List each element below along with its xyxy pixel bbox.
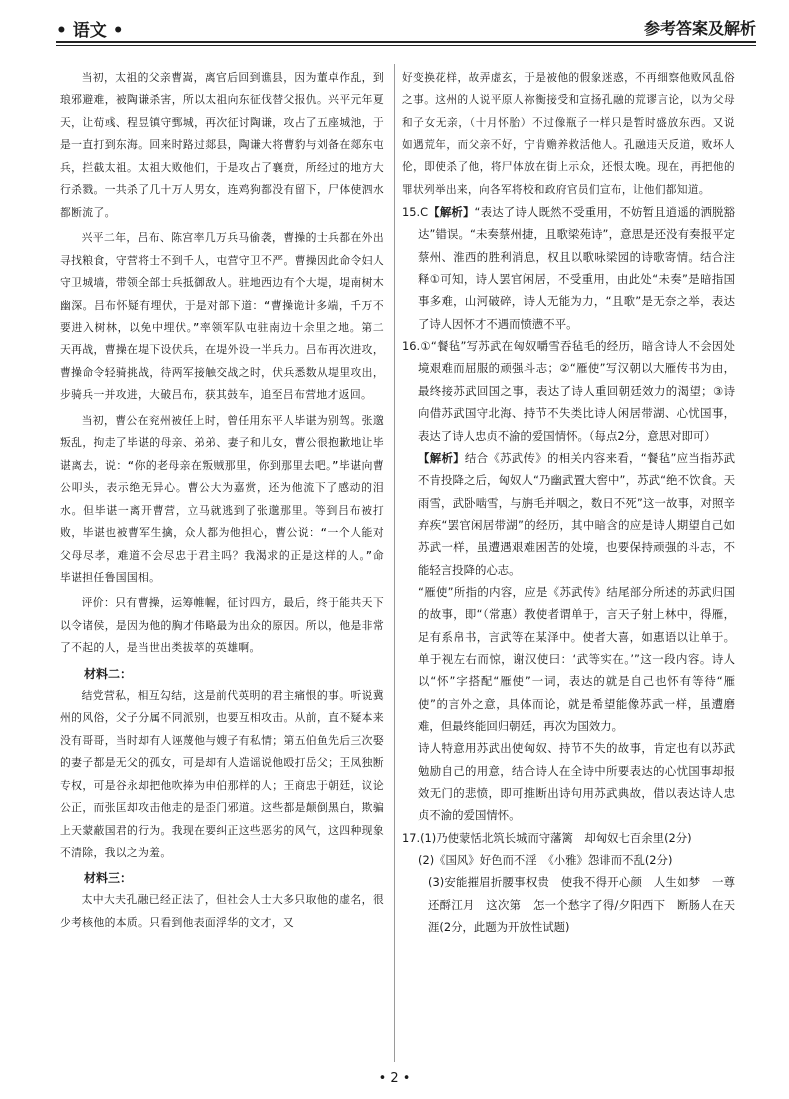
translation-continuation: 好变换花样，故弄虚玄，于是被他的假象迷惑，不再细察他败风乱俗之事。这州的人说平原人祢衡接受和宣扬孔融的荒谬言论，以为父母和子女无亲，（十月怀胎）不过像瓶子一样只是暂时盛放东西。又说如遇荒年，而父亲不好，宁肯赡养救活他人。孔融违天反道，败坏人伦，即使杀了他，将尸体放在街上示众，还恨太晚。现在，再把他的罪状列举出来，向各军将校和政府官员们宣布，让他们都知道。: [402, 72, 735, 196]
answer-17-part-1: 17.(1)乃使蒙恬北筑长城而守藩篱 却匈奴七百余里(2分): [402, 830, 692, 845]
material-heading: 材料三：: [84, 871, 133, 886]
material-heading: 材料二：: [84, 666, 133, 681]
translation-paragraph: 太中大夫孔融已经正法了，但社会人士大多只取他的虚名，很少考核他的本质。只看到他表面浮华的文才，又: [60, 893, 384, 929]
answer-15: [402, 201, 735, 335]
analysis-text: 结合《苏武传》的相关内容来看，“餐毡”应当指苏武不肯投降之后，匈奴人“乃幽武置大窖中”，苏武“绝不饮食。天雨雪，武卧啮雪，与旃毛并咽之，数日不死”这一故事，对照辛弃疾“罢官闲居带湖”的经历，其中暗含的应是诗人期望自己如苏武一样，虽遭遇艰难困苦的处境，也要保持顽强的斗志，不能轻言投降的心志。: [418, 450, 735, 577]
right-column: [402, 67, 735, 938]
answer-15-body: “表达了诗人既然不受重用，不妨暂且逍遥的洒脱豁达”错误。“未奏蔡州捷，且歌梁苑诗”，意思是还没有奏报平定蔡州、淮西的胜利消息，权且以歌咏梁园的诗歌寄情。结合注释①可知，诗人罢官闲居，不受重用，由此处“未奏”是暗指国事多难，山河破碎，诗人无能为力，“且歌”是无奈之举，表达了诗人因怀才不遇而愤懑不平。: [418, 205, 735, 331]
analysis-paragraph: 诗人特意用苏武出使匈奴、持节不失的故事，肯定也有以苏武勉励自己的用意，结合诗人在全诗中所要表达的心忧国事却报效无门的悲愤，即可推断出诗句用苏武典故，借以表达诗人忠贞不渝的爱国情怀。: [418, 741, 735, 823]
left-column: [60, 67, 384, 937]
header-rule-thick: [56, 41, 756, 43]
translation-paragraph: 结党营私，相互勾结，这是前代英明的君主痛恨的事。听说冀州的风俗，父子分属不同派别，也要互相攻击。从前，直不疑本来没有哥哥，当时却有人诬蔑他与嫂子有私情；第五伯鱼先后三次娶的妻子都是无父的孤女，可是却有人造谣说他殴打岳父；王凤独断专权，可是谷永却把他吹捧为申伯那样的人；王商忠于朝廷，议论公正，而张匡却攻击他走的是歪门邪道。这些都是颠倒黑白，欺骗上天蒙蔽国君的行为。我现在要纠正这些恶劣的风气，这四种现象不清除，我以之为羞。: [60, 688, 384, 859]
answer-16-body: ①“餐毡”写苏武在匈奴嚼雪吞毡毛的经历，暗含诗人不会因处境艰难而屈服的顽强斗志；②“雁使”写汉朝以大雁传书为由，最终接苏武回国之事，表达了诗人重回朝廷效力的渴望；③诗向借苏武国守北海、持节不失类比诗人闲居带湖、心忧国事，表达了诗人忠贞不渝的爱国情怀。（每点2分，意思对即可）: [418, 339, 735, 443]
answer-17-part-3: (3)安能摧眉折腰事权贵 使我不得开心颜 人生如梦 一尊还酹江月 这次第 怎一个愁字了得/夕阳西下 断肠人在天涯(2分，此题为开放性试题): [428, 875, 735, 935]
page-header: [56, 14, 756, 44]
translation-paragraph: 当初，太祖的父亲曹嵩，离官后回到谯县，因为董卓作乱，到琅邪避难，被陶谦杀害，所以太祖向东征伐替父报仇。兴平元年夏天，让荀彧、程昱镇守鄄城，再次征讨陶谦，攻占了五座城池，于是一直打到东海。回来时路过郯县，陶谦大将曹豹与刘备在郯东屯兵，拦截太祖。太祖大败他们，于是攻占了襄贲，所经过的地方大行杀戮。一共杀了几十万人男女，连鸡狗都没有留下，尸体使泗水都断流了。: [60, 71, 384, 219]
analysis-tag: 【解析】: [418, 450, 465, 465]
translation-paragraph: 兴平二年，吕布、陈宫率几万兵马偷袭，曹操的士兵都在外出寻找粮食，守营将士不到千人，屯营守卫不严。曹操因此命令妇人守卫城墙，带领全部士兵抵御敌人。驻地西边有个大堤，堤南树木幽深。吕布怀疑有埋伏，于是对部下道：“曹操诡计多端，千万不要进入树林，以免中埋伏。”率领军队屯驻南边十余里之地。第二天再战，曹操在堤下设伏兵，在堤外设一半兵力。吕布再次进攻，曹操命令轻骑挑战，待两军接触交战之时，伏兵悉数从堤里攻出，步骑兵一并攻进，大破吕布，获其鼓车，追至吕布营地才返回。: [60, 231, 384, 402]
header-rule-thin: [56, 45, 756, 46]
subject-label: • 语文 •: [56, 21, 124, 41]
page-number: • 2 •: [378, 1071, 411, 1086]
answer-17-part-2: (2)《国风》好色而不淫 《小雅》怨诽而不乱(2分): [418, 853, 673, 868]
translation-paragraph: 评价：只有曹操，运筹帷幄，征讨四方，最后，终于能共天下以令诸侯，是因为他的胸才伟略最为出众的原因。所以，他是非常了不起的人，是当世出类拔萃的英雄啊。: [60, 596, 384, 655]
answer-16: [402, 335, 735, 447]
analysis-tag: 【解析】: [428, 205, 475, 220]
header-title: 参考答案及解析: [643, 19, 756, 38]
answer-16-analysis: [402, 447, 735, 581]
answer-15-number: 15.C: [402, 205, 429, 220]
translation-paragraph: 当初，曹公在兖州被任上时，曾任用东平人毕谌为别驾。张邈叛乱，拘走了毕谌的母亲、弟弟、妻子和儿女，曹公很抱歉地让毕谌离去，说：“你的老母亲在叛贼那里，你到那里去吧。”毕谌向曹公叩头，表示绝无异心。曹公大为嘉赏，还为他流下了感动的泪水。但毕谌一离开曹营，立马就逃到了张邈那里。等到吕布被打败，毕谌也被曹军生擒，众人都为他担心，曹公说：“一个人能对父母尽孝，难道不会尽忠于君主吗？我渴求的正是这样的人。”命毕谌担任鲁国国相。: [60, 413, 384, 584]
column-divider: [394, 64, 395, 1062]
analysis-paragraph: “雁使”所指的内容，应是《苏武传》结尾部分所述的苏武归国的故事，即“（常惠）教使者谓单于，言天子射上林中，得雁，足有系帛书，言武等在某泽中。使者大喜，如惠语以让单于。单于视左右而惊，谢汉使曰：‘武等实在。’”这一段内容。诗人以“怀”字搭配“雁使”一词，表达的就是自己也怀有等待“雁使”的言外之意，具体而论，就是希望能像苏武一样，虽遭磨难，但最终能回归朝廷，再次为国效力。: [418, 584, 735, 733]
answer-16-number: 16.: [402, 339, 421, 354]
